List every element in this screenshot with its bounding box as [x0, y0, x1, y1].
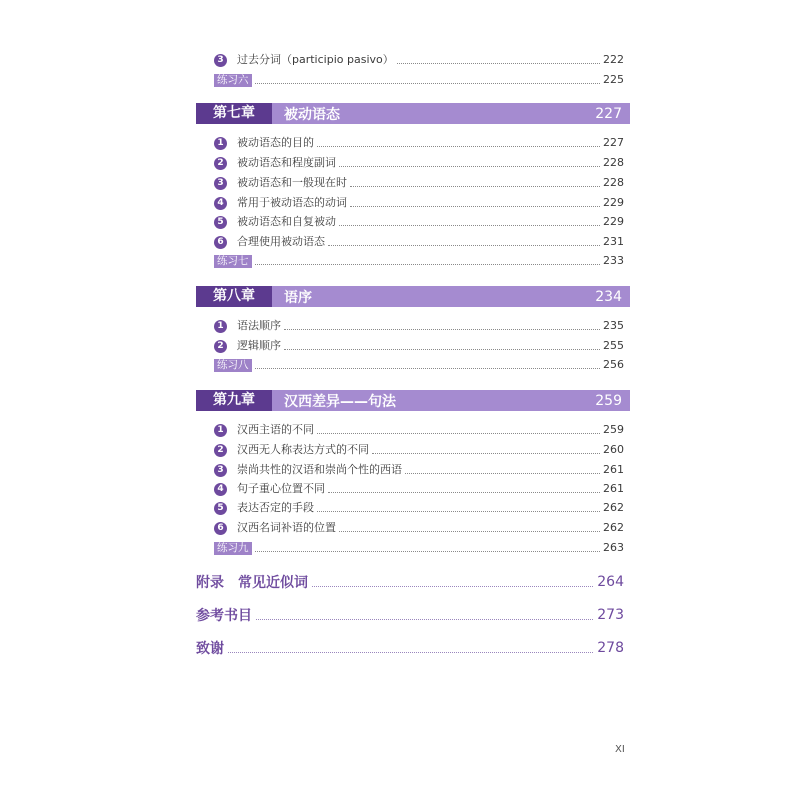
entry-page: 228	[603, 156, 624, 169]
number-badge: 1	[214, 137, 227, 150]
exercise-entry[interactable]	[214, 253, 624, 269]
entry-page: 222	[603, 53, 624, 66]
number-badge: 5	[214, 502, 227, 515]
entry-page: 260	[603, 443, 624, 456]
toc-entry[interactable]	[214, 422, 624, 438]
dot-leader	[339, 166, 600, 167]
entry-title: 被动语态和程度副词	[237, 156, 336, 169]
entry-title: 表达否定的手段	[237, 501, 314, 514]
exercise-tag: 练习八	[214, 359, 252, 372]
exercise-tag: 练习九	[214, 542, 252, 555]
number-badge: 5	[214, 216, 227, 229]
dot-leader	[339, 531, 600, 532]
appendix-entry[interactable]	[196, 572, 624, 592]
dot-leader	[405, 473, 600, 474]
entry-page: 227	[603, 136, 624, 149]
page-number: XI	[615, 744, 625, 755]
dot-leader	[339, 225, 600, 226]
entry-title: 语法顺序	[237, 319, 281, 332]
entry-title: 合理使用被动语态	[237, 235, 325, 248]
references-entry[interactable]	[196, 605, 624, 625]
dot-leader	[317, 511, 600, 512]
entry-title: 崇尚共性的汉语和崇尚个性的西语	[237, 463, 402, 476]
entry-page: 262	[603, 501, 624, 514]
entry-title: 汉西无人称表达方式的不同	[237, 443, 369, 456]
number-badge: 3	[214, 177, 227, 190]
toc-entry[interactable]	[214, 155, 624, 171]
entry-page: 263	[603, 541, 624, 554]
dot-leader	[256, 619, 593, 620]
entry-page: 262	[603, 521, 624, 534]
number-badge: 2	[214, 444, 227, 457]
entry-title: 被动语态的目的	[237, 136, 314, 149]
toc-entry[interactable]	[214, 234, 624, 250]
exercise-entry[interactable]	[214, 540, 624, 556]
chapter-page: 227	[595, 105, 622, 122]
entry-page: 273	[597, 607, 624, 623]
chapter-page: 259	[595, 392, 622, 409]
exercise-entry[interactable]	[214, 72, 624, 88]
exercise-tag: 练习七	[214, 255, 252, 268]
dot-leader	[284, 329, 600, 330]
dot-leader	[317, 146, 600, 147]
entry-title: 致谢	[196, 641, 224, 657]
entry-title: 常用于被动语态的动词	[237, 196, 347, 209]
toc-entry[interactable]	[214, 318, 624, 334]
chapter-label: 第九章	[196, 390, 272, 411]
entry-page: 259	[603, 423, 624, 436]
toc-entry[interactable]	[214, 52, 624, 68]
chapter-title: 被动语态	[284, 106, 340, 123]
dot-leader	[328, 245, 600, 246]
toc-entry[interactable]	[214, 462, 624, 478]
number-badge: 2	[214, 340, 227, 353]
chapter-header-9[interactable]	[196, 390, 630, 411]
entry-title: 逻辑顺序	[237, 339, 281, 352]
toc-entry[interactable]	[214, 442, 624, 458]
dot-leader	[228, 652, 593, 653]
dot-leader	[397, 63, 600, 64]
chapter-label: 第七章	[196, 103, 272, 124]
number-badge: 3	[214, 464, 227, 477]
chapter-page: 234	[595, 288, 622, 305]
chapter-header-7[interactable]	[196, 103, 630, 124]
exercise-entry[interactable]	[214, 357, 624, 373]
toc-entry[interactable]	[214, 175, 624, 191]
number-badge: 6	[214, 522, 227, 535]
dot-leader	[328, 492, 600, 493]
toc-entry[interactable]	[214, 481, 624, 497]
toc-entry[interactable]	[214, 195, 624, 211]
chapter-header-8[interactable]	[196, 286, 630, 307]
entry-title: 参考书目	[196, 608, 252, 624]
toc-entry[interactable]	[214, 520, 624, 536]
entry-page: 256	[603, 358, 624, 371]
entry-page: 261	[603, 482, 624, 495]
dot-leader	[255, 264, 601, 265]
entry-title: 被动语态和自复被动	[237, 215, 336, 228]
entry-page: 228	[603, 176, 624, 189]
dot-leader	[255, 83, 601, 84]
entry-page: 255	[603, 339, 624, 352]
toc-entry[interactable]	[214, 500, 624, 516]
number-badge: 4	[214, 483, 227, 496]
number-badge: 3	[214, 54, 227, 67]
dot-leader	[317, 433, 600, 434]
entry-page: 261	[603, 463, 624, 476]
acknowledgements-entry[interactable]	[196, 638, 624, 658]
chapter-label: 第八章	[196, 286, 272, 307]
exercise-tag: 练习六	[214, 74, 252, 87]
entry-page: 229	[603, 196, 624, 209]
entry-title: 被动语态和一般现在时	[237, 176, 347, 189]
dot-leader	[255, 551, 601, 552]
entry-page: 231	[603, 235, 624, 248]
entry-page: 235	[603, 319, 624, 332]
number-badge: 6	[214, 236, 227, 249]
dot-leader	[255, 368, 601, 369]
chapter-title: 汉西差异——句法	[284, 393, 396, 410]
entry-page: 225	[603, 73, 624, 86]
entry-page: 229	[603, 215, 624, 228]
dot-leader	[372, 453, 600, 454]
number-badge: 1	[214, 320, 227, 333]
entry-page: 233	[603, 254, 624, 267]
toc-entry[interactable]	[214, 338, 624, 354]
chapter-title: 语序	[284, 289, 312, 306]
entry-title: 句子重心位置不同	[237, 482, 325, 495]
entry-title: 附录 常见近似词	[196, 575, 308, 591]
dot-leader	[350, 186, 600, 187]
entry-title: 汉西名词补语的位置	[237, 521, 336, 534]
entry-title: 过去分词（participio pasivo）	[237, 53, 394, 66]
dot-leader	[284, 349, 600, 350]
entry-page: 264	[597, 574, 624, 590]
number-badge: 1	[214, 424, 227, 437]
entry-title: 汉西主语的不同	[237, 423, 314, 436]
number-badge: 4	[214, 197, 227, 210]
toc-entry[interactable]	[214, 135, 624, 151]
dot-leader	[312, 586, 593, 587]
dot-leader	[350, 206, 600, 207]
number-badge: 2	[214, 157, 227, 170]
toc-entry[interactable]	[214, 214, 624, 230]
entry-page: 278	[597, 640, 624, 656]
